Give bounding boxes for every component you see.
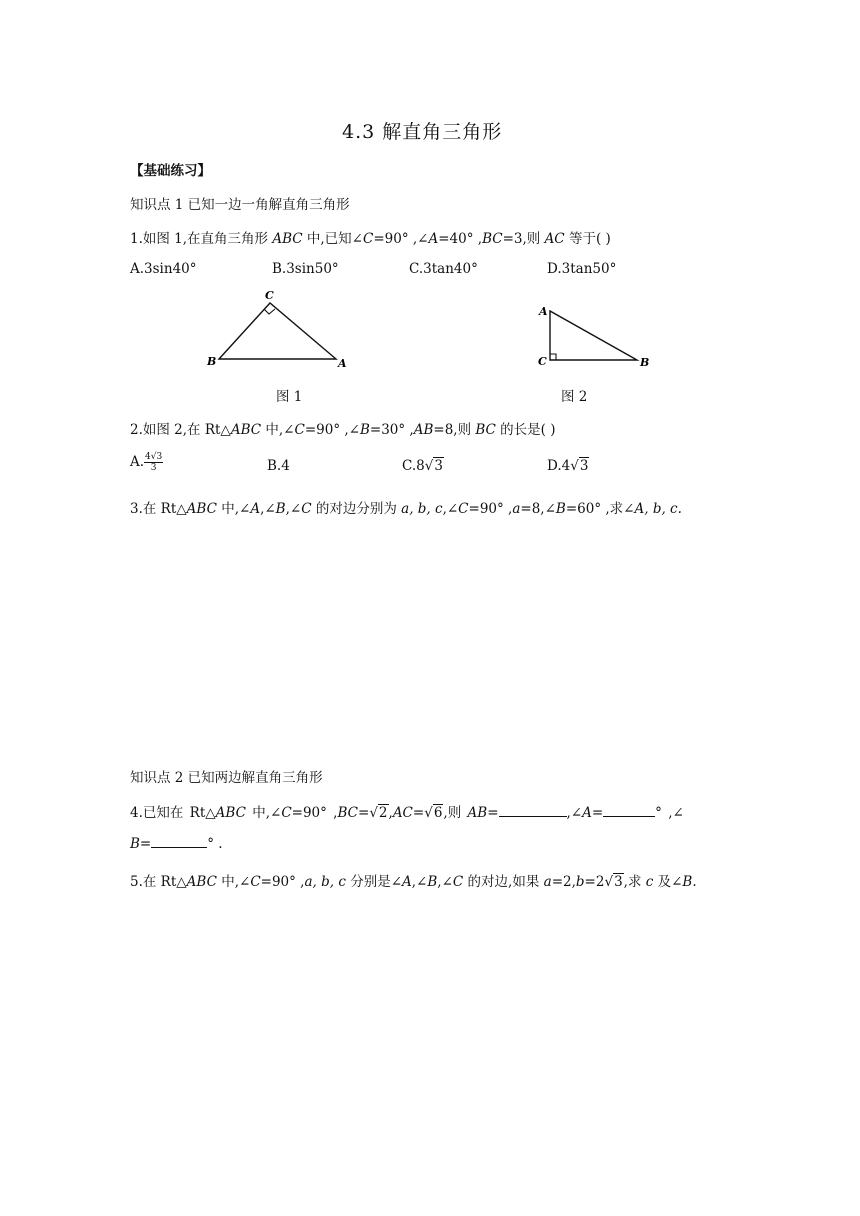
q4-text: ,∠ — [566, 805, 583, 821]
q3-text: =8,∠ — [520, 501, 556, 517]
q4-text: ° . — [207, 836, 223, 852]
q3-var: B — [275, 501, 286, 517]
q1-var: A — [428, 231, 439, 247]
q2-var: B — [359, 422, 370, 438]
fig1-label-c: C — [265, 289, 274, 302]
q3-var: a, b, c — [401, 501, 443, 517]
q3-var: C — [458, 501, 469, 517]
q4-var: B — [130, 836, 140, 852]
q5-var: A — [402, 874, 412, 890]
q5-var: C — [250, 874, 261, 890]
q3-text: 3.在 Rt△ — [130, 501, 187, 517]
q4-var: A — [582, 805, 592, 821]
radicand: 3 — [434, 458, 443, 474]
q5-text: =2, — [551, 874, 576, 890]
q3-text: 中,∠ — [216, 501, 251, 517]
fraction-numerator: 4√3 — [145, 452, 163, 462]
q1-var: BC — [482, 231, 503, 247]
q2-text: 中,∠ — [261, 422, 295, 438]
q1-text: 等于( ) — [564, 231, 611, 247]
q2-text: =8,则 — [433, 422, 476, 438]
q2-text: 的长是( ) — [495, 422, 556, 438]
q5-text: ,求 — [623, 874, 646, 890]
q4-text: ° ,∠ — [655, 805, 684, 821]
q4-text: , — [388, 805, 393, 821]
q2-option-b: B.4 — [267, 458, 290, 474]
q1-option-b: B.3sin50° — [272, 261, 339, 277]
q5-text: 中,∠ — [216, 874, 251, 890]
q5-var: B — [427, 874, 438, 890]
triangle-abc — [219, 303, 336, 359]
question-2 — [130, 418, 556, 438]
fig2-label-b: B — [640, 356, 650, 369]
fig1-label-a: A — [338, 357, 347, 370]
radicand: 2 — [378, 805, 388, 821]
fig2-label-c: C — [538, 355, 547, 368]
figure-2-triangle — [535, 300, 655, 372]
q1-option-c: C.3tan40° — [409, 261, 478, 277]
right-angle-mark — [550, 354, 556, 360]
q4-var: ABC — [215, 805, 246, 821]
q2-option-c-label: C.8 — [402, 458, 425, 474]
q3-var: C — [301, 501, 312, 517]
q2-text: =90° ,∠ — [304, 422, 360, 438]
q2-option-d-label: D.4 — [547, 458, 571, 474]
fraction-denominator: 3 — [150, 463, 157, 473]
q1-text: =40° , — [438, 231, 483, 247]
question-3 — [130, 497, 682, 517]
q4-var: AC — [392, 805, 413, 821]
q5-text: 的对边,如果 — [463, 874, 544, 890]
q1-text: =3,则 — [502, 231, 545, 247]
triangle-abc — [550, 311, 637, 360]
q3-text: =60° ,求∠ — [565, 501, 635, 517]
q5-var: a, b, c — [304, 874, 346, 890]
figure-1-caption: 图 1 — [276, 389, 303, 405]
q1-text: 中,已知∠ — [302, 231, 363, 247]
question-5: 5.在 Rt△ABC 中,∠C=90° ,a, b, c 分别是∠A,∠B,∠C 的对边,如果 a=2,b=2√3,求 c 及∠B. — [130, 874, 697, 890]
q4-text: ,则 — [443, 805, 468, 821]
q4-text: = — [591, 805, 604, 821]
q3-var: A — [250, 501, 261, 517]
answer-blank-ab[interactable] — [499, 804, 567, 817]
q5-text: ,∠ — [437, 874, 453, 890]
radicand: 3 — [614, 874, 623, 890]
q2-option-d: D.4√3 — [547, 458, 589, 474]
q5-var: c — [645, 874, 654, 890]
q5-var: B. — [682, 874, 697, 890]
figure-2-caption: 图 2 — [561, 389, 588, 405]
q2-var: AB — [413, 422, 434, 438]
q2-text: =30° , — [369, 422, 414, 438]
question-4-line-2 — [130, 835, 223, 852]
figure-1-triangle — [205, 288, 350, 373]
right-angle-mark — [264, 309, 275, 314]
q5-var: C — [452, 874, 464, 890]
q2-text: 2.如图 2,在 Rt△ — [130, 422, 231, 438]
q3-var: A, b, c. — [634, 501, 682, 517]
radicand: 6 — [433, 805, 443, 821]
q2-option-a — [130, 452, 163, 473]
q3-var: a — [512, 501, 521, 517]
q4-text: = — [487, 805, 499, 821]
q3-text: ,∠ — [260, 501, 276, 517]
q4-var: C — [281, 805, 292, 821]
q4-text: = — [358, 805, 370, 821]
q1-var: C — [363, 231, 374, 247]
q4-text: 4.已知在 Rt△ — [130, 805, 216, 821]
q5-var: ABC — [186, 874, 217, 890]
q3-text: =90° , — [468, 501, 513, 517]
q5-text: 分别是∠ — [345, 874, 403, 890]
answer-blank-angle-b[interactable] — [151, 835, 207, 848]
q4-var: BC — [337, 805, 358, 821]
q3-var: ABC — [186, 501, 217, 517]
question-4-line-1: 4.已知在 Rt△ABC 中,∠C=90° ,BC=√2,AC=√6,则 AB= ,∠A= ° ,∠ — [130, 805, 684, 821]
q5-var: b — [575, 874, 585, 890]
question-1 — [130, 227, 611, 247]
q4-text: = — [139, 836, 152, 852]
q5-var: a — [543, 874, 552, 890]
q1-var: ABC — [272, 231, 303, 247]
q1-text: 1.如图 1,在直角三角形 — [130, 231, 273, 247]
q1-var: AC — [544, 231, 565, 247]
q2-var: ABC — [230, 422, 262, 438]
q2-option-a-label: A. — [130, 454, 145, 470]
q2-var: BC — [475, 422, 496, 438]
fraction — [144, 452, 163, 473]
q4-text: = — [412, 805, 425, 821]
q1-option-d: D.3tan50° — [547, 261, 617, 277]
q5-text: 5.在 Rt△ — [130, 874, 187, 890]
q3-text: ,∠ — [442, 501, 459, 517]
page-title: 4.3 解直角三角形 — [342, 121, 503, 143]
q4-var: AB — [467, 805, 488, 821]
section-heading-basic: 【基础练习】 — [130, 163, 211, 179]
q3-text: 的对边分别为 — [311, 501, 402, 517]
q3-text: ,∠ — [285, 501, 302, 517]
q1-text: =90° ,∠ — [373, 231, 429, 247]
knowledge-point-2: 知识点 2 已知两边解直角三角形 — [130, 770, 323, 786]
fig1-label-b: B — [207, 355, 217, 368]
q5-text: =90° , — [260, 874, 305, 890]
fig2-label-a: A — [539, 305, 548, 318]
q5-text: 及∠ — [653, 874, 683, 890]
q5-text: ,∠ — [411, 874, 428, 890]
q3-var: B — [555, 501, 566, 517]
answer-blank-angle-a[interactable] — [603, 804, 655, 817]
q2-option-c: C.8√3 — [402, 458, 443, 474]
q4-text: 中,∠ — [245, 805, 282, 821]
q1-option-a: A.3sin40° — [130, 261, 197, 277]
radicand: 3 — [579, 458, 589, 474]
knowledge-point-1: 知识点 1 已知一边一角解直角三角形 — [130, 197, 350, 213]
q5-text: =2 — [584, 874, 605, 890]
q4-text: =90° , — [291, 805, 338, 821]
q2-var: C — [294, 422, 305, 438]
